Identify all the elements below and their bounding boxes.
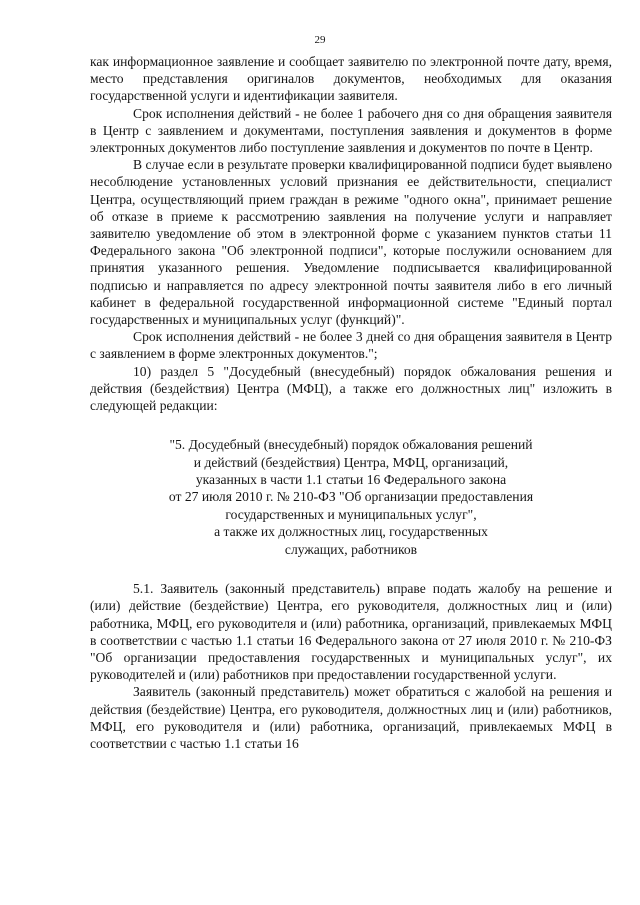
heading-line: а также их должностных лиц, государственных	[214, 524, 488, 540]
paragraph-section-5-intro: 10) раздел 5 "Досудебный (внесудебный) порядок обжалования решения и действия (бездействия) Центра (МФЦ), а также его должностных лиц" изложить в следующей редакции:	[90, 363, 612, 414]
heading-line: и действий (бездействия) Центра, МФЦ, организаций,	[193, 454, 509, 470]
page-number: 29	[314, 34, 326, 46]
heading-line: указанных в части 1.1 статьи 16 Федерального закона	[195, 472, 507, 488]
heading-line: от 27 июля 2010 г. № 210-ФЗ "Об организации предоставления	[168, 489, 534, 505]
paragraph-deadline-3: Срок исполнения действий - не более 3 дней со дня обращения заявителя в Центр с заявлением в форме электронных документов.";	[90, 329, 612, 362]
heading-line: государственных и муниципальных услуг",	[225, 506, 477, 522]
section-5-heading	[90, 436, 612, 558]
paragraph-continuation: как информационное заявление и сообщает заявителю по электронной почте дату, время, место представления оригиналов документов, необходимых для оказания государственной услуги и идентификации заявителя.	[90, 54, 612, 104]
paragraph-deadline-1: Срок исполнения действий - не более 1 рабочего дня со дня обращения заявителя в Центр с заявлением и документами, поступления заявления и документов в форме электронных документов либо поступление заявления и документов по почте в Центр.	[90, 105, 612, 156]
heading-line: служащих, работников	[284, 541, 418, 557]
document-body	[90, 53, 612, 752]
paragraph-signature-check: В случае если в результате проверки квалифицированной подписи будет выявлено несоблюдение установленных условий признания ее действительности, специалист Центра, осуществляющий прием граждан в режиме "одного окна", принимает решение об отказе в приеме к рассмотрению заявления на получение услуги и направляет заявителю уведомление об этом в электронной форме с указанием пунктов статьи 11 Федерального закона "Об электронной подписи", которые послужили основанием для принятия указанного решения. Уведомление подписывается квалифицированной подписью и направляется по адресу электронной почты заявителя либо в его личный кабинет в федеральной государственной информационной системе "Единый портал государственных и муниципальных услуг (функций)".	[90, 157, 612, 328]
paragraph-complaint: Заявитель (законный представитель) может обратиться с жалобой на решения и действия (бездействие) Центра, его руководителя, должностных лиц и (или) работников, МФЦ, его руководителя и (или) работника, организаций, привлекаемых МФЦ в соответствии с частью 1.1 статьи 16	[90, 684, 612, 751]
paragraph-5-1: 5.1. Заявитель (законный представитель) вправе подать жалобу на решение и (или) действие (бездействие) Центра, его руководителя, должностных лиц и (или) работника, МФЦ, его руководителя и (или) работника, организаций, привлекаемых МФЦ в соответствии с частью 1.1 статьи 16 Федерального закона от 27 июля 2010 г. № 210-ФЗ "Об организации предоставления государственных и муниципальных услуг", их руководителей и (или) работников при предоставлении государственной услуги.	[90, 581, 612, 683]
heading-line: "5. Досудебный (внесудебный) порядок обжалования решений	[169, 437, 533, 453]
